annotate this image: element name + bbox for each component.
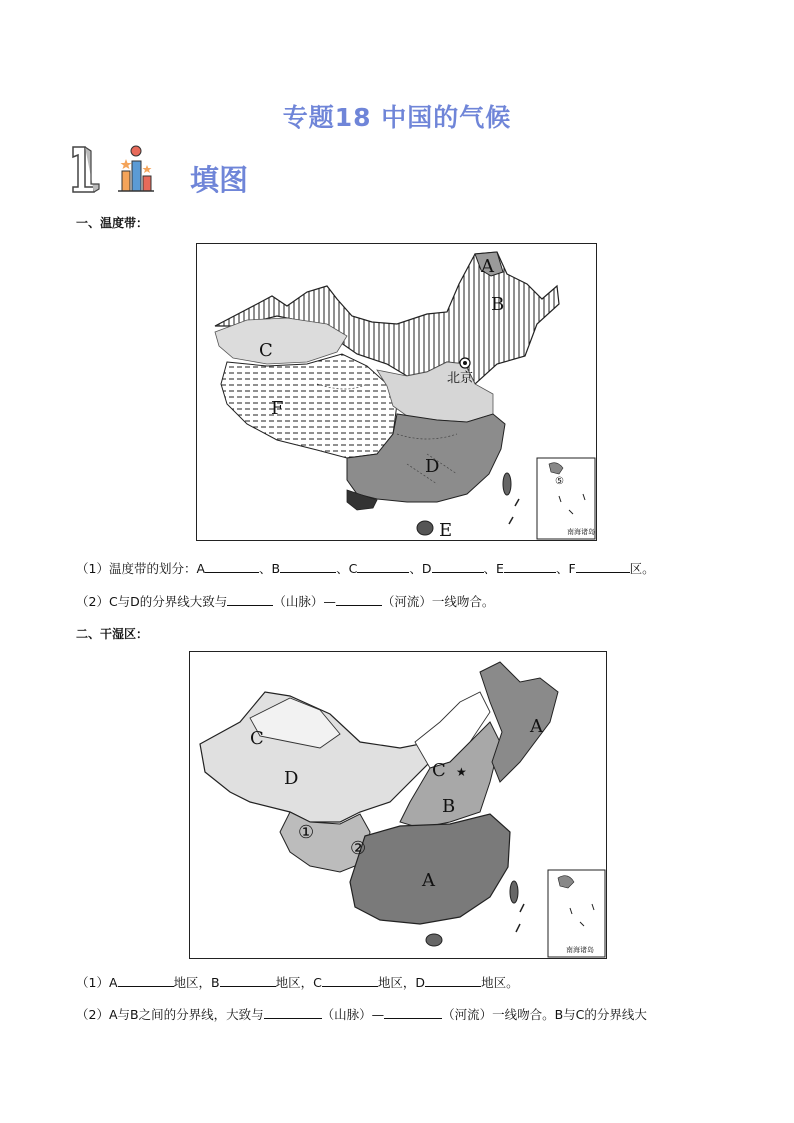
- map2-label-a-northeast: A: [530, 716, 543, 737]
- south-china-sea-inset: [537, 458, 595, 539]
- blank-region-d[interactable]: [425, 974, 481, 987]
- blank-region-a[interactable]: [118, 974, 174, 987]
- question-2-1: （1）A 地区，B 地区，C 地区，D 地区。: [76, 975, 519, 990]
- inset1-marker: ⑤: [555, 476, 564, 487]
- blank-zone-c[interactable]: [357, 560, 409, 573]
- blank-region-b[interactable]: [220, 974, 276, 987]
- dry-wet-region-map-svg: [190, 652, 606, 958]
- map1-label-f: F: [271, 398, 284, 419]
- map2-marker-1: ①: [298, 822, 315, 843]
- map1-label-e: E: [439, 520, 453, 540]
- blank-mountain-2[interactable]: [264, 1006, 322, 1019]
- map1-label-a: A: [481, 256, 494, 277]
- region-humid-south: [350, 814, 510, 924]
- map2-label-c-west: C: [250, 728, 264, 749]
- hainan-island: [417, 521, 433, 535]
- blank-zone-d[interactable]: [432, 560, 484, 573]
- beijing-label: 北京: [447, 371, 474, 386]
- section-heading-temperature: 一、温度带：: [76, 216, 149, 230]
- taiwan-island-2: [510, 881, 518, 903]
- south-china-sea-inset-2: [548, 870, 605, 957]
- section-heading-dry-wet: 二、干湿区：: [76, 627, 149, 641]
- blank-zone-f[interactable]: [576, 560, 630, 573]
- inset2-caption: 南海诸岛: [566, 946, 594, 954]
- question-1-1: （1）温度带的划分：A 、B 、C 、D 、E 、F 区。: [76, 561, 655, 576]
- zone-plateau: [221, 354, 397, 458]
- fill-map-badge-icon: [70, 143, 182, 195]
- blank-zone-b[interactable]: [280, 560, 336, 573]
- question-1-2: （2）C与D的分界线大致与 （山脉）— （河流）一线吻合。: [76, 594, 495, 609]
- blank-river-2[interactable]: [384, 1006, 442, 1019]
- inset1-caption: 南海诸岛: [567, 528, 595, 536]
- map1-label-b: B: [491, 294, 505, 315]
- map2-label-d: D: [284, 768, 299, 789]
- map2-label-a-south: A: [422, 870, 435, 891]
- dry-wet-region-map: [189, 651, 607, 959]
- question-2-2: （2）A与B之间的分界线，大致与 （山脉）— （河流）一线吻合。B与C的分界线大: [76, 1007, 647, 1022]
- blank-zone-a[interactable]: [205, 560, 259, 573]
- blank-region-c[interactable]: [322, 974, 378, 987]
- temperature-zone-map: [196, 243, 597, 541]
- beijing-star-icon: ★: [456, 765, 467, 779]
- zone-c-warm-temperate-nw: [215, 318, 347, 364]
- temperature-zone-map-svg: [197, 244, 596, 540]
- map2-label-b: B: [442, 796, 456, 817]
- map1-label-c: C: [259, 340, 273, 361]
- blank-river-1[interactable]: [336, 593, 382, 606]
- hainan-island-2: [426, 934, 442, 946]
- map2-label-c-east: C: [432, 760, 446, 781]
- page-title: 专题18 中国的气候: [282, 103, 512, 132]
- map2-marker-2: ②: [350, 838, 367, 859]
- map1-label-d: D: [425, 456, 440, 477]
- blank-mountain-1[interactable]: [227, 593, 273, 606]
- taiwan-island: [503, 473, 511, 495]
- blank-zone-e[interactable]: [504, 560, 556, 573]
- badge-label: 填图: [190, 163, 249, 197]
